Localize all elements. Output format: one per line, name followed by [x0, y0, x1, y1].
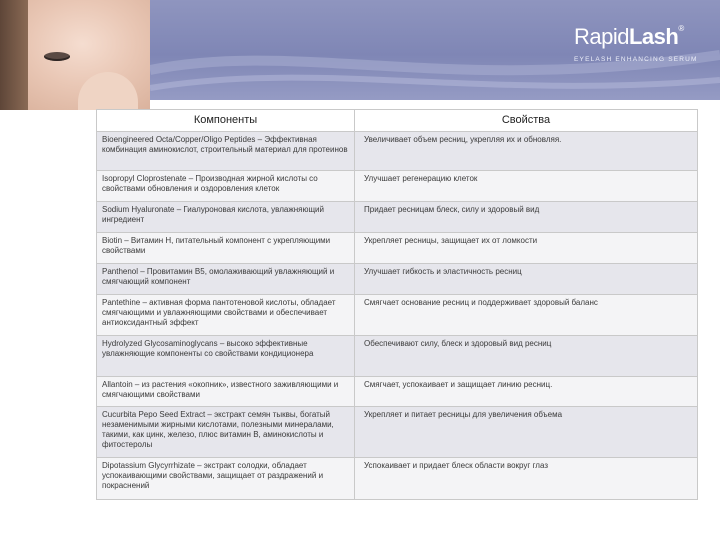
logo-tagline: EYELASH ENHANCING SERUM [574, 56, 698, 63]
component-cell: Isopropyl Cloprostenate – Производная жирной кислоты со свойствами обновления и оздоровления клеток [97, 171, 355, 202]
table-row [97, 171, 698, 202]
table-row [97, 233, 698, 264]
component-cell: Biotin – Витамин H, питательный компонент с укрепляющими свойствами [97, 233, 355, 264]
brand-logo [574, 24, 704, 70]
logo-part1: Rapid [574, 24, 629, 49]
eye-shape [44, 52, 70, 61]
model-face-image [0, 0, 150, 110]
property-cell: Смягчает основание ресниц и поддерживает здоровый баланс [355, 295, 698, 336]
hand-shape [78, 72, 138, 110]
property-cell: Смягчает, успокаивает и защищает линию ресниц. [355, 377, 698, 407]
property-cell: Улучшает гибкость и эластичность ресниц [355, 264, 698, 295]
component-cell: Sodium Hyaluronate – Гиалуроновая кислота, увлажняющий ингредиент [97, 202, 355, 233]
hair-shape [0, 0, 28, 110]
component-cell: Hydrolyzed Glycosaminoglycans – высоко эффективные увлажняющие компоненты со свойствами кондиционера [97, 336, 355, 377]
logo-part2: Lash [628, 24, 679, 49]
property-cell: Улучшает регенерацию клеток [355, 171, 698, 202]
component-cell: Dipotassium Glycyrrhizate – экстракт солодки, обладает успокаивающими свойствами, защищает от раздражений и покраснений [97, 458, 355, 500]
table-row [97, 377, 698, 407]
component-cell: Panthenol – Провитамин B5, омолаживающий увлажняющий и смягчающий компонент [97, 264, 355, 295]
table-header-row [97, 110, 698, 132]
component-cell: Pantethine – активная форма пантотеновой кислоты, обладает смягчающими и увлажняющими свойствами и обеспечивает антиоксидантный эффект [97, 295, 355, 336]
property-cell: Успокаивает и придает блеск области вокруг глаз [355, 458, 698, 500]
table-row [97, 336, 698, 377]
component-cell: Allantoin – из растения «окопник», известного заживляющими и смягчающими свойствами [97, 377, 355, 407]
logo-wordmark [574, 24, 684, 50]
header-components: Компоненты [97, 110, 355, 132]
table-row [97, 132, 698, 171]
property-cell: Укрепляет и питает ресницы для увеличения объема [355, 407, 698, 458]
table-row [97, 202, 698, 233]
table-row [97, 264, 698, 295]
ingredients-table [96, 109, 698, 500]
table-row [97, 458, 698, 500]
table-row [97, 407, 698, 458]
component-cell: Cucurbita Pepo Seed Extract – экстракт семян тыквы, богатый незаменимыми жирными кислотами, полезными минералами, такими, как цинк, железо, плюс витамин B, аминокислоты и фитостеролы [97, 407, 355, 458]
component-cell: Bioengineered Octa/Copper/Oligo Peptides – Эффективная комбинация аминокислот, строительный материал для протеинов [97, 132, 355, 171]
property-cell: Укрепляет ресницы, защищает их от ломкости [355, 233, 698, 264]
header-properties: Свойства [355, 110, 698, 132]
property-cell: Обеспечивают силу, блеск и здоровый вид ресниц [355, 336, 698, 377]
property-cell: Придает ресницам блеск, силу и здоровый вид [355, 202, 698, 233]
property-cell: Увеличивает объем ресниц, укрепляя их и обновляя. [355, 132, 698, 171]
logo-registered-mark: ® [678, 24, 684, 33]
table-row [97, 295, 698, 336]
